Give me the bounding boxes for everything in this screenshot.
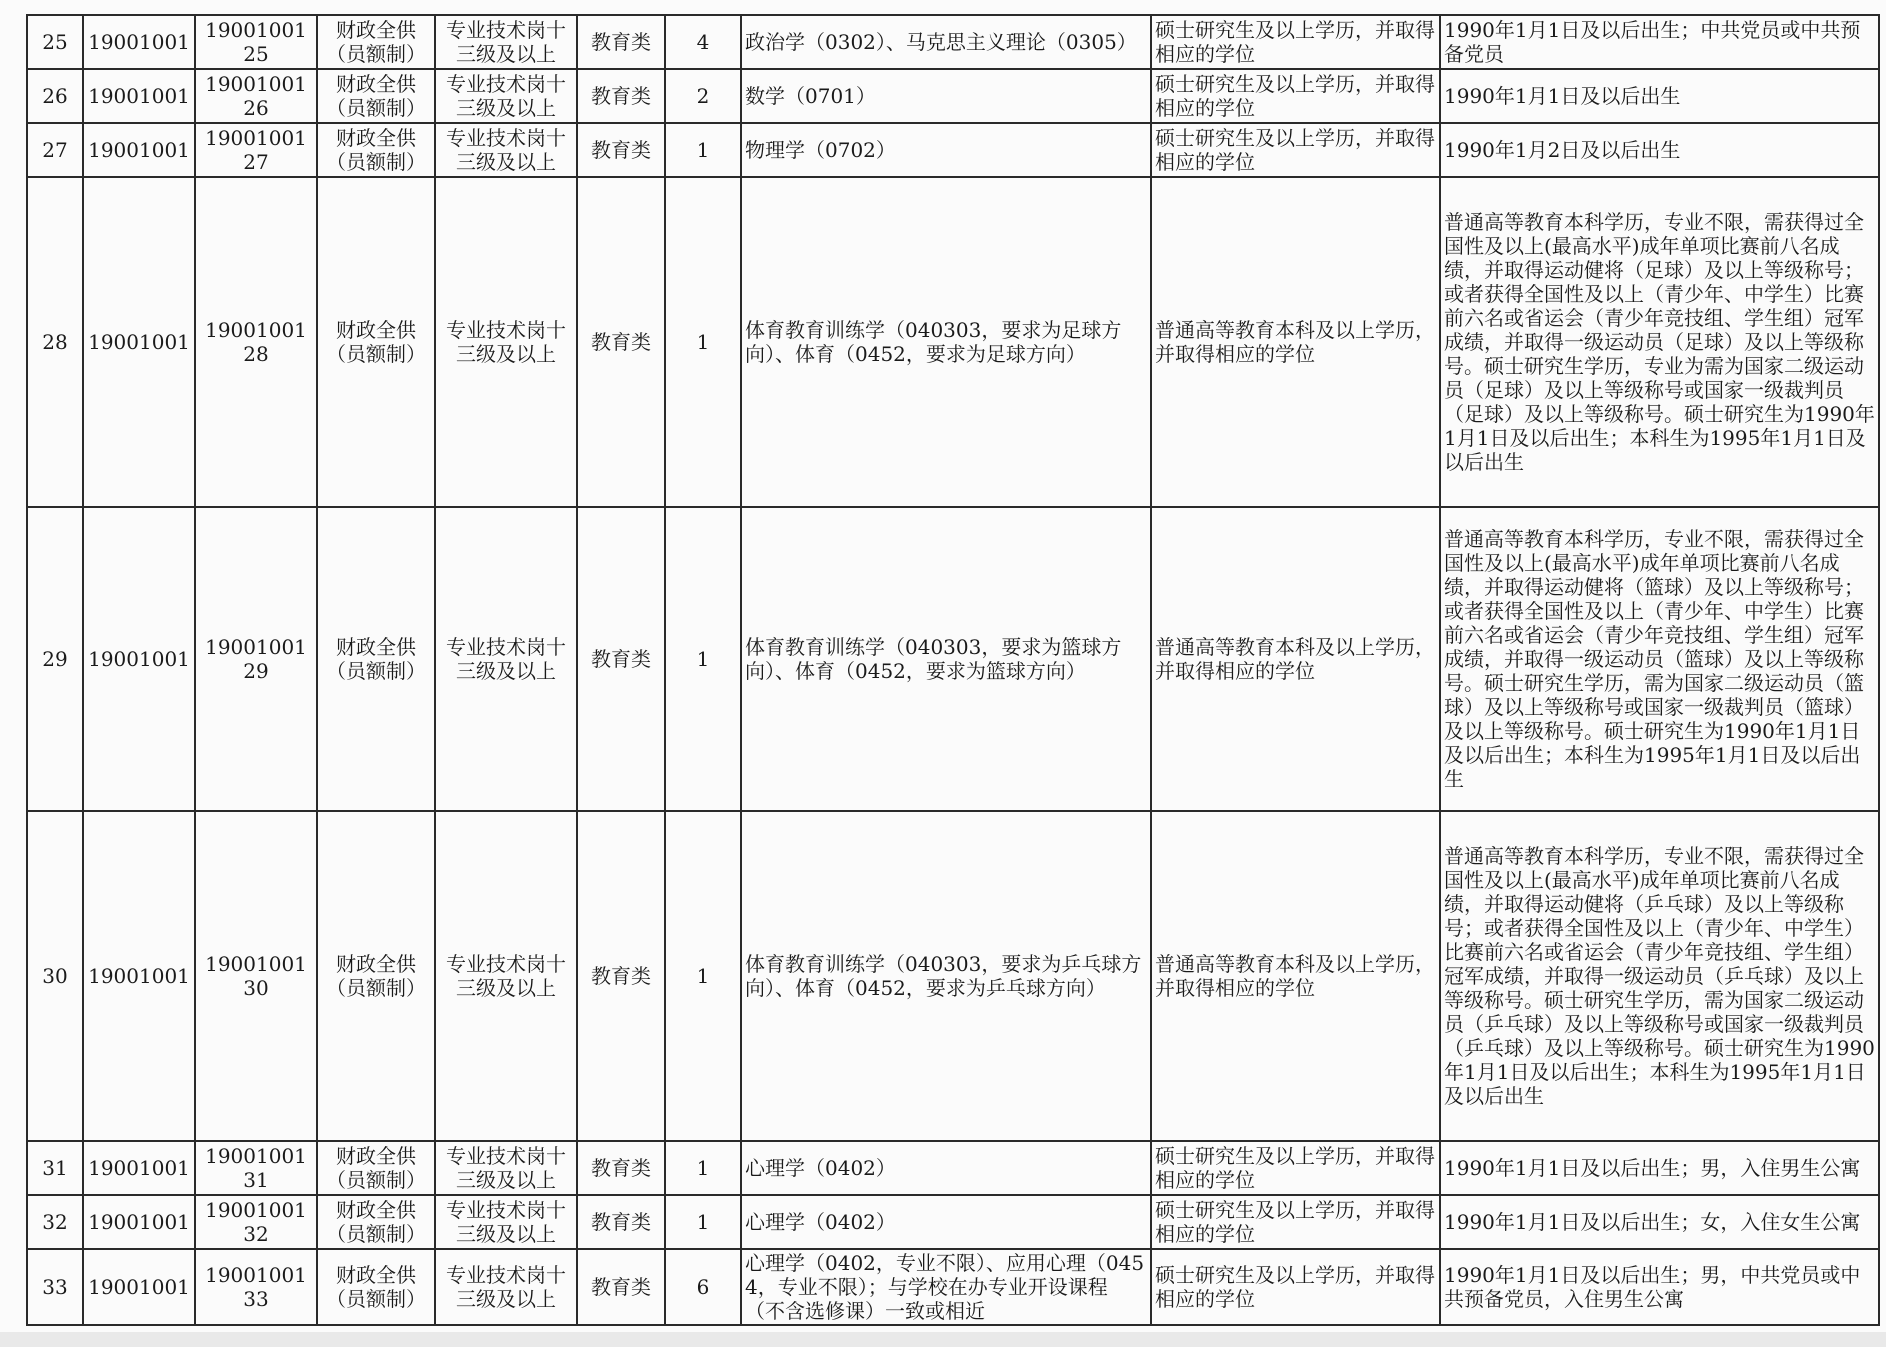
- table-row: [27, 15, 1879, 69]
- funding-type-cell: 财政全供（员额制）: [317, 811, 435, 1141]
- position-code-cell: 1900100127: [195, 123, 317, 177]
- other-requirement-cell: 1990年1月2日及以后出生: [1440, 123, 1879, 177]
- major-requirement-cell: 心理学（0402，专业不限）、应用心理（0454，专业不限）；与学校在办专业开设课程（不含选修课）一致或相近: [741, 1249, 1151, 1325]
- table-row: [27, 177, 1879, 507]
- funding-type-cell: 财政全供（员额制）: [317, 123, 435, 177]
- position-level-cell: 专业技术岗十三级及以上: [435, 69, 577, 123]
- department-code-cell: 19001001: [83, 1249, 195, 1325]
- other-requirement-cell: 1990年1月1日及以后出生: [1440, 69, 1879, 123]
- row-number-cell: 31: [27, 1141, 83, 1195]
- position-category-cell: 教育类: [577, 811, 665, 1141]
- education-requirement-cell: 硕士研究生及以上学历，并取得相应的学位: [1151, 1195, 1440, 1249]
- position-category-cell: 教育类: [577, 1249, 665, 1325]
- table-row: [27, 123, 1879, 177]
- education-requirement-cell: 普通高等教育本科及以上学历，并取得相应的学位: [1151, 177, 1440, 507]
- education-requirement-cell: 硕士研究生及以上学历，并取得相应的学位: [1151, 123, 1440, 177]
- other-requirement-cell: 1990年1月1日及以后出生；中共党员或中共预备党员: [1440, 15, 1879, 69]
- position-code-cell: 1900100133: [195, 1249, 317, 1325]
- department-code-cell: 19001001: [83, 177, 195, 507]
- position-level-cell: 专业技术岗十三级及以上: [435, 1249, 577, 1325]
- recruitment-table: [26, 14, 1880, 1326]
- position-category-cell: 教育类: [577, 1141, 665, 1195]
- position-category-cell: 教育类: [577, 15, 665, 69]
- funding-type-cell: 财政全供（员额制）: [317, 15, 435, 69]
- education-requirement-cell: 硕士研究生及以上学历，并取得相应的学位: [1151, 1141, 1440, 1195]
- row-number-cell: 25: [27, 15, 83, 69]
- department-code-cell: 19001001: [83, 507, 195, 811]
- page-bottom-edge: [0, 1332, 1886, 1347]
- position-category-cell: 教育类: [577, 69, 665, 123]
- education-requirement-cell: 硕士研究生及以上学历，并取得相应的学位: [1151, 69, 1440, 123]
- funding-type-cell: 财政全供（员额制）: [317, 1141, 435, 1195]
- hiring-count-cell: 1: [665, 177, 741, 507]
- row-number-cell: 29: [27, 507, 83, 811]
- department-code-cell: 19001001: [83, 123, 195, 177]
- other-requirement-cell: 1990年1月1日及以后出生；男，入住男生公寓: [1440, 1141, 1879, 1195]
- education-requirement-cell: 硕士研究生及以上学历，并取得相应的学位: [1151, 1249, 1440, 1325]
- major-requirement-cell: 数学（0701）: [741, 69, 1151, 123]
- position-level-cell: 专业技术岗十三级及以上: [435, 507, 577, 811]
- other-requirement-cell: 1990年1月1日及以后出生；男，中共党员或中共预备党员，入住男生公寓: [1440, 1249, 1879, 1325]
- position-code-cell: 1900100130: [195, 811, 317, 1141]
- major-requirement-cell: 体育教育训练学（040303，要求为足球方向）、体育（0452，要求为足球方向）: [741, 177, 1151, 507]
- hiring-count-cell: 1: [665, 811, 741, 1141]
- hiring-count-cell: 6: [665, 1249, 741, 1325]
- position-code-cell: 1900100129: [195, 507, 317, 811]
- position-category-cell: 教育类: [577, 177, 665, 507]
- row-number-cell: 32: [27, 1195, 83, 1249]
- table-row: [27, 507, 1879, 811]
- funding-type-cell: 财政全供（员额制）: [317, 177, 435, 507]
- hiring-count-cell: 4: [665, 15, 741, 69]
- table-row: [27, 1249, 1879, 1325]
- position-code-cell: 1900100125: [195, 15, 317, 69]
- department-code-cell: 19001001: [83, 1195, 195, 1249]
- department-code-cell: 19001001: [83, 811, 195, 1141]
- funding-type-cell: 财政全供（员额制）: [317, 1195, 435, 1249]
- table-row: [27, 811, 1879, 1141]
- position-code-cell: 1900100126: [195, 69, 317, 123]
- major-requirement-cell: 政治学（0302）、马克思主义理论（0305）: [741, 15, 1151, 69]
- position-category-cell: 教育类: [577, 507, 665, 811]
- education-requirement-cell: 普通高等教育本科及以上学历，并取得相应的学位: [1151, 507, 1440, 811]
- position-code-cell: 1900100132: [195, 1195, 317, 1249]
- department-code-cell: 19001001: [83, 15, 195, 69]
- position-category-cell: 教育类: [577, 123, 665, 177]
- row-number-cell: 26: [27, 69, 83, 123]
- position-level-cell: 专业技术岗十三级及以上: [435, 1195, 577, 1249]
- major-requirement-cell: 物理学（0702）: [741, 123, 1151, 177]
- table-row: [27, 1141, 1879, 1195]
- major-requirement-cell: 体育教育训练学（040303，要求为篮球方向）、体育（0452，要求为篮球方向）: [741, 507, 1151, 811]
- education-requirement-cell: 普通高等教育本科及以上学历，并取得相应的学位: [1151, 811, 1440, 1141]
- table-row: [27, 1195, 1879, 1249]
- position-code-cell: 1900100131: [195, 1141, 317, 1195]
- table-row: [27, 69, 1879, 123]
- other-requirement-cell: 普通高等教育本科学历，专业不限，需获得过全国性及以上(最高水平)成年单项比赛前八名成绩，并取得运动健将（足球）及以上等级称号；或者获得全国性及以上（青少年、中学生）比赛前六名或省运会（青少年竞技组、学生组）冠军成绩，并取得一级运动员（足球）及以上等级称号。硕士研究生学历，专业为需为国家二级运动员（足球）及以上等级称号或国家一级裁判员（足球）及以上等级称号。硕士研究生为1990年1月1日及以后出生；本科生为1995年1月1日及以后出生: [1440, 177, 1879, 507]
- hiring-count-cell: 2: [665, 69, 741, 123]
- position-level-cell: 专业技术岗十三级及以上: [435, 177, 577, 507]
- row-number-cell: 33: [27, 1249, 83, 1325]
- major-requirement-cell: 心理学（0402）: [741, 1195, 1151, 1249]
- hiring-count-cell: 1: [665, 1195, 741, 1249]
- funding-type-cell: 财政全供（员额制）: [317, 507, 435, 811]
- department-code-cell: 19001001: [83, 1141, 195, 1195]
- department-code-cell: 19001001: [83, 69, 195, 123]
- hiring-count-cell: 1: [665, 123, 741, 177]
- major-requirement-cell: 心理学（0402）: [741, 1141, 1151, 1195]
- hiring-count-cell: 1: [665, 507, 741, 811]
- other-requirement-cell: 普通高等教育本科学历，专业不限，需获得过全国性及以上(最高水平)成年单项比赛前八名成绩，并取得运动健将（乒乓球）及以上等级称号；或者获得全国性及以上（青少年、中学生）比赛前六名或省运会（青少年竞技组、学生组）冠军成绩，并取得一级运动员（乒乓球）及以上等级称号。硕士研究生学历，需为国家二级运动员（乒乓球）及以上等级称号或国家一级裁判员（乒乓球）及以上等级称号。硕士研究生为1990年1月1日及以后出生；本科生为1995年1月1日及以后出生: [1440, 811, 1879, 1141]
- position-level-cell: 专业技术岗十三级及以上: [435, 1141, 577, 1195]
- position-level-cell: 专业技术岗十三级及以上: [435, 811, 577, 1141]
- major-requirement-cell: 体育教育训练学（040303，要求为乒乓球方向）、体育（0452，要求为乒乓球方向）: [741, 811, 1151, 1141]
- position-level-cell: 专业技术岗十三级及以上: [435, 15, 577, 69]
- row-number-cell: 27: [27, 123, 83, 177]
- position-level-cell: 专业技术岗十三级及以上: [435, 123, 577, 177]
- other-requirement-cell: 普通高等教育本科学历，专业不限，需获得过全国性及以上(最高水平)成年单项比赛前八名成绩，并取得运动健将（篮球）及以上等级称号；或者获得全国性及以上（青少年、中学生）比赛前六名或省运会（青少年竞技组、学生组）冠军成绩，并取得一级运动员（篮球）及以上等级称号。硕士研究生学历，需为国家二级运动员（篮球）及以上等级称号或国家一级裁判员（篮球）及以上等级称号。硕士研究生为1990年1月1日及以后出生；本科生为1995年1月1日及以后出生: [1440, 507, 1879, 811]
- funding-type-cell: 财政全供（员额制）: [317, 69, 435, 123]
- other-requirement-cell: 1990年1月1日及以后出生；女，入住女生公寓: [1440, 1195, 1879, 1249]
- position-code-cell: 1900100128: [195, 177, 317, 507]
- position-category-cell: 教育类: [577, 1195, 665, 1249]
- education-requirement-cell: 硕士研究生及以上学历，并取得相应的学位: [1151, 15, 1440, 69]
- row-number-cell: 30: [27, 811, 83, 1141]
- funding-type-cell: 财政全供（员额制）: [317, 1249, 435, 1325]
- row-number-cell: 28: [27, 177, 83, 507]
- hiring-count-cell: 1: [665, 1141, 741, 1195]
